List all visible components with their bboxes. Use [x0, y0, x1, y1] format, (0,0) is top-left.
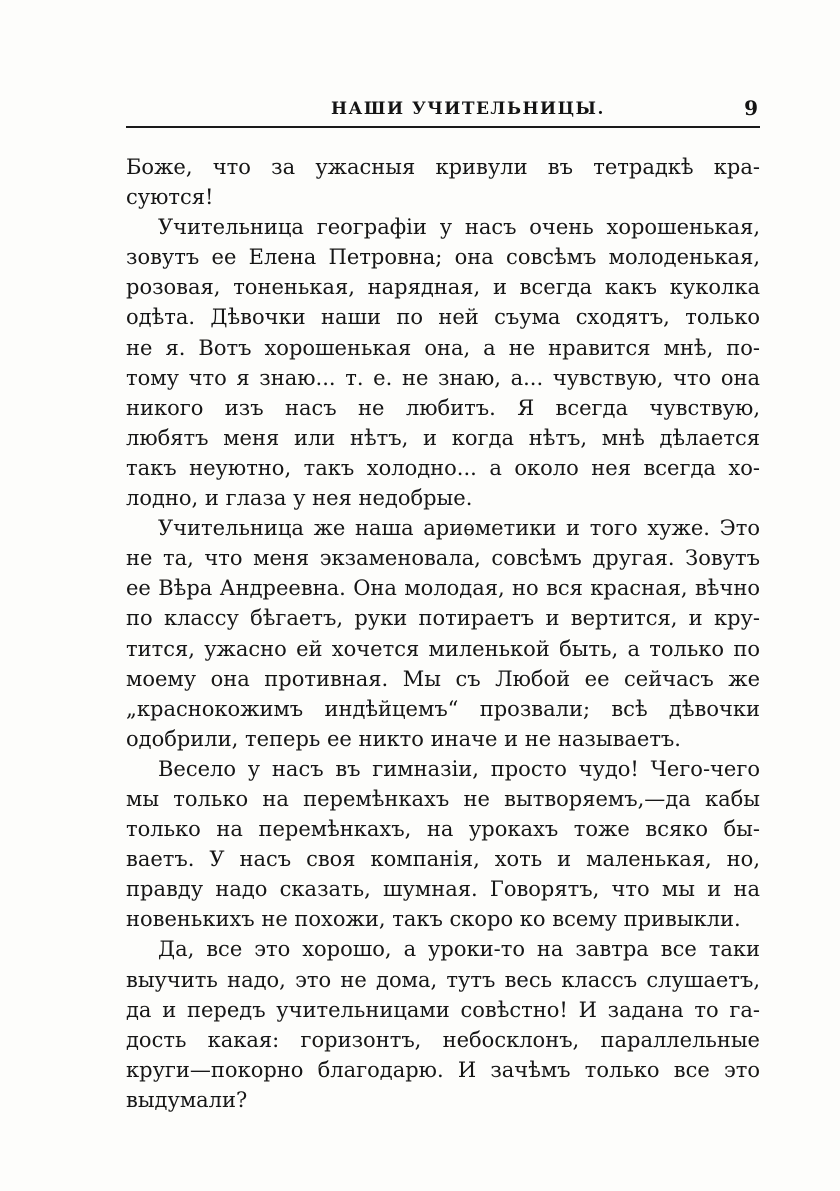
- running-title: НАШИ УЧИТЕЛЬНИЦЫ.: [331, 99, 605, 119]
- text-line: мы только на перемѣнкахъ не вытворяемъ,—да кабы: [126, 786, 760, 811]
- text-line: никого изъ насъ не любитъ. Я всегда чувствую,: [126, 395, 760, 420]
- text-line: тится, ужасно ей хочется миленькой быть, а только по: [126, 636, 760, 661]
- paragraph-5: [126, 934, 760, 1115]
- text-line: выдумали?: [126, 1087, 248, 1112]
- text-line: Учительница географіи у насъ очень хорошенькая,: [158, 215, 760, 240]
- text-line: розовая, тоненькая, нарядная, и всегда какъ куколка: [126, 275, 760, 300]
- text-line: выучить надо, это не дома, тутъ весь классъ слушаетъ,: [126, 967, 760, 992]
- paragraph-2: [126, 212, 760, 513]
- text-line: новенькихъ не похожи, такъ скоро ко всему привыкли.: [126, 907, 741, 932]
- text-line: Учительница же наша ариѳметики и того хуже. Это: [158, 516, 760, 541]
- text-line: любятъ меня или нѣтъ, и когда нѣтъ, мнѣ дѣлается: [126, 425, 760, 450]
- body-text: [126, 152, 760, 1115]
- text-line: Боже, что за ужасныя кривули въ тетрадкѣ кра-: [126, 155, 760, 179]
- text-line: не та, что меня экзаменовала, совсѣмъ другая. Зовутъ: [126, 546, 760, 571]
- text-line: зовутъ ее Елена Петровна; она совсѣмъ молоденькая,: [126, 245, 760, 270]
- text-line: ваетъ. У насъ своя компанія, хоть и маленькая, но,: [126, 847, 760, 872]
- text-line: тому что я знаю... т. е. не знаю, а... чувствую, что она: [126, 365, 760, 390]
- text-line: только на перемѣнкахъ, на урокахъ тоже всяко бы-: [126, 817, 760, 842]
- text-line: Весело у насъ въ гимназіи, просто чудо! Чего-чего: [158, 756, 760, 781]
- text-line: круги—покорно благодарю. И зачѣмъ только все это: [126, 1057, 760, 1082]
- text-line: такъ неуютно, такъ холодно... а около нея всегда хо-: [126, 455, 760, 480]
- text-line: Да, все это хорошо, а уроки-то на завтра все таки: [158, 937, 760, 962]
- text-line: „краснокожимъ индѣйцемъ“ прозвали; всѣ дѣвочки: [126, 696, 760, 721]
- text-line: одѣта. Дѣвочки наши по ней съума сходятъ, только: [126, 305, 760, 330]
- text-line: моему она противная. Мы съ Любой ее сейчасъ же: [126, 666, 760, 691]
- text-line: одобрили, теперь ее никто иначе и не называетъ.: [126, 726, 681, 751]
- page-number: 9: [744, 96, 758, 120]
- text-line: правду надо сказать, шумная. Говорятъ, что мы и на: [126, 877, 760, 902]
- text-line: ее Вѣра Андреевна. Она молодая, но вся красная, вѣчно: [126, 576, 760, 601]
- running-header: [126, 96, 760, 128]
- text-line: по классу бѣгаетъ, руки потираетъ и вертится, и кру-: [126, 606, 760, 631]
- text-line: не я. Вотъ хорошенькая она, а не нравится мнѣ, по-: [126, 335, 760, 360]
- paragraph-4: [126, 754, 760, 935]
- paragraph-3: [126, 513, 760, 754]
- text-line: да и передъ учительницами совѣстно! И задана то га-: [126, 997, 760, 1022]
- text-line: лодно, и глаза у нея недобрые.: [126, 486, 473, 511]
- text-line: дость какая: горизонтъ, небосклонъ, параллельные: [126, 1027, 760, 1052]
- text-line: суются!: [126, 185, 214, 210]
- paragraph-1: [126, 152, 760, 212]
